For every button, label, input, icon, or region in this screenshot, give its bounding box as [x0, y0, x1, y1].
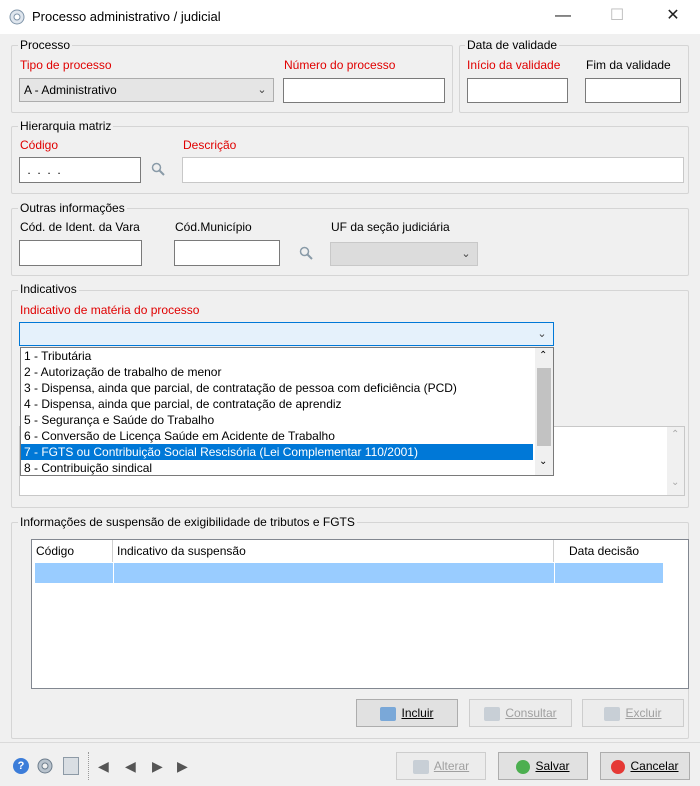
first-record-icon[interactable]: ◀​ [98, 758, 109, 774]
cell-divider [554, 563, 555, 583]
numero-processo-label: Número do processo [284, 58, 396, 72]
suspensao-legend: Informações de suspensão de exigibilidade de tributos e FGTS [20, 515, 355, 529]
title-bar [0, 0, 700, 34]
last-record-icon[interactable]: ▶​ [177, 758, 188, 774]
check-icon [516, 760, 530, 774]
scroll-down-icon[interactable]: ⌄ [539, 456, 548, 467]
separator [0, 742, 700, 743]
dropdown-option[interactable]: 4 - Dispensa, ainda que parcial, de contratação de aprendiz [24, 397, 342, 411]
delete-record-icon [604, 707, 620, 721]
dropdown-option[interactable]: 3 - Dispensa, ainda que parcial, de contratação de pessoa com deficiência (PCD) [24, 381, 457, 395]
materia-label: Indicativo de matéria do processo [20, 303, 200, 317]
outras-legend: Outras informações [20, 201, 125, 215]
validade-legend: Data de validade [467, 38, 558, 52]
dropdown-option[interactable]: 6 - Conversão de Licença Saúde em Acidente de Trabalho [24, 429, 335, 443]
toolbar-divider [88, 752, 89, 780]
chevron-down-icon: ⌄ [461, 248, 471, 260]
tipo-processo-value: A - Administrativo [24, 83, 117, 97]
tipo-processo-select[interactable] [19, 78, 274, 102]
descricao-input[interactable] [182, 157, 684, 183]
alterar-button[interactable] [396, 752, 486, 780]
alterar-label: Alterar [433, 759, 470, 773]
chevron-down-icon: ⌄ [257, 84, 267, 96]
search-icon[interactable] [150, 161, 166, 177]
dropdown-option[interactable]: 5 - Segurança e Saúde do Trabalho [24, 413, 215, 427]
salvar-button[interactable] [498, 752, 588, 780]
dropdown-option[interactable]: 8 - Contribuição sindical [24, 461, 153, 475]
dropdown-items [21, 348, 553, 476]
uf-select[interactable] [330, 242, 478, 266]
vara-label: Cód. de Ident. da Vara [20, 220, 140, 234]
salvar-label: Salvar [535, 759, 570, 773]
table-row[interactable] [35, 563, 663, 583]
municipio-input[interactable] [174, 240, 280, 266]
incluir-label: Incluir [401, 706, 434, 720]
incluir-button[interactable] [356, 699, 458, 727]
inicio-validade-label: Início da validade [467, 58, 561, 72]
processo-legend: Processo [20, 38, 71, 52]
cancelar-button[interactable] [600, 752, 690, 780]
cancelar-label: Cancelar [630, 759, 679, 773]
scroll-up-icon[interactable]: ⌃ [671, 429, 680, 440]
consultar-button[interactable] [469, 699, 572, 727]
close-button[interactable]: ✕ [666, 7, 680, 24]
scroll-down-icon[interactable]: ⌄ [671, 477, 680, 488]
fim-validade-label: Fim da validade [586, 58, 671, 72]
maximize-button[interactable]: ☐ [609, 7, 625, 24]
col-indicativo[interactable]: Indicativo da suspensão [113, 540, 554, 562]
codigo-input[interactable] [19, 157, 141, 183]
search-icon[interactable] [298, 245, 314, 261]
numero-processo-input[interactable] [283, 78, 445, 103]
cancel-icon [611, 760, 625, 774]
app-icon [9, 9, 25, 25]
col-data-decisao[interactable]: Data decisão [569, 544, 640, 558]
col-codigo[interactable]: Código [32, 540, 113, 562]
dropdown-scrollbar[interactable] [535, 348, 553, 475]
hierarquia-legend: Hierarquia matriz [20, 119, 112, 133]
scrollbar-thumb[interactable] [537, 368, 551, 446]
codigo-label: Código [20, 138, 59, 152]
window-title: Processo administrativo / judicial [32, 9, 221, 24]
minimize-button[interactable]: — [555, 7, 571, 24]
uf-label: UF da seção judiciária [331, 220, 450, 234]
report-icon[interactable] [63, 757, 79, 775]
next-record-icon[interactable]: ▶ [152, 758, 163, 774]
cell-divider [113, 563, 114, 583]
dropdown-option[interactable]: 1 - Tributária [24, 349, 92, 363]
help-icon[interactable]: ? [13, 758, 29, 774]
excluir-label: Excluir [625, 706, 662, 720]
edit-icon [413, 760, 429, 774]
materia-dropdown-list[interactable] [20, 347, 554, 476]
previous-record-icon[interactable]: ◀ [125, 758, 136, 774]
codigo-value: . . . . [24, 163, 61, 177]
view-record-icon [484, 707, 500, 721]
dropdown-option[interactable]: 2 - Autorização de trabalho de menor [24, 365, 222, 379]
excluir-button[interactable] [582, 699, 684, 727]
tipo-processo-label: Tipo de processo [20, 58, 112, 72]
materia-select[interactable] [19, 322, 554, 346]
municipio-label: Cód.Município [175, 220, 252, 234]
consultar-label: Consultar [505, 706, 557, 720]
vara-input[interactable] [19, 240, 142, 266]
fim-validade-input[interactable] [585, 78, 681, 103]
settings-icon[interactable] [36, 757, 54, 775]
indicativos-legend: Indicativos [20, 282, 77, 296]
scroll-up-icon[interactable]: ⌃ [539, 350, 548, 361]
add-record-icon [380, 707, 396, 721]
chevron-down-icon: ⌄ [537, 328, 547, 340]
dropdown-option[interactable]: 7 - FGTS ou Contribuição Social Rescisória (Lei Complementar 110/2001) [21, 444, 533, 460]
inicio-validade-input[interactable] [467, 78, 568, 103]
suspensao-table[interactable] [31, 539, 689, 689]
descricao-label: Descrição [183, 138, 237, 152]
memo-scrollbar[interactable] [667, 427, 684, 495]
